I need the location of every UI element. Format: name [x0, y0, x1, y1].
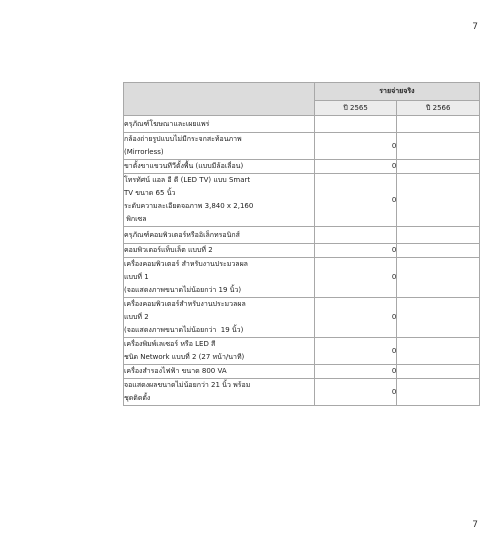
budget-table [123, 82, 480, 406]
item-description [124, 379, 315, 406]
item-description-line: เครื่องคอมพิวเตอร์ สำหรับงานประมวลผล [124, 260, 248, 268]
value-2565: 0 [314, 160, 397, 174]
item-description [124, 160, 315, 174]
header-year-2566: ปี 2566 [397, 101, 480, 116]
value-2565: 0 [314, 338, 397, 365]
value-2566 [397, 379, 480, 406]
value-2566 [397, 160, 480, 174]
header-year-2565: ปี 2565 [314, 101, 397, 116]
item-description-line: (จอแสดงภาพขนาดไม่น้อยกว่า 19 นิ้ว) [124, 286, 242, 294]
empty-cell [314, 227, 397, 244]
item-description-line: โทรทัศน์ แอล อี ดี (LED TV) แบบ Smart [124, 176, 251, 184]
value-2565: 0 [314, 133, 397, 160]
item-description-line: (จอแสดงภาพขนาดไม่น้อยกว่า 19 นิ้ว) [124, 326, 244, 334]
value-2566 [397, 258, 480, 298]
header-actual-spending: รายจ่ายจริง [314, 83, 479, 101]
item-description-line: ชุดติดตั้ง [124, 394, 151, 402]
item-description [124, 133, 315, 160]
empty-cell [314, 116, 397, 133]
table-row [124, 160, 480, 174]
table-category-row [124, 116, 480, 133]
value-2565: 0 [314, 379, 397, 406]
value-2566 [397, 174, 480, 227]
item-description [124, 258, 315, 298]
item-description [124, 298, 315, 338]
item-description-line: กล้องถ่ายรูปแบบไม่มีกระจกสะท้อนภาพ [124, 135, 242, 143]
item-description-line: ขาตั้งขาแขวนทีวีตั้งพื้น (แบบมีล้อเลื่อน) [124, 162, 244, 170]
table-row [124, 298, 480, 338]
item-description [124, 365, 315, 379]
value-2566 [397, 298, 480, 338]
item-description [124, 338, 315, 365]
table-row [124, 379, 480, 406]
value-2566 [397, 365, 480, 379]
item-description-line: แบบที่ 2 [124, 313, 149, 321]
item-description-line: TV ขนาด 65 นิ้ว [124, 189, 176, 197]
item-description [124, 174, 315, 227]
value-2565: 0 [314, 298, 397, 338]
table-category-row [124, 227, 480, 244]
item-description-line: (Mirrorless) [124, 148, 164, 156]
table-row [124, 133, 480, 160]
empty-cell [397, 116, 480, 133]
item-description-line: เครื่องคอมพิวเตอร์สำหรับงานประมวลผล [124, 300, 246, 308]
empty-cell [397, 227, 480, 244]
value-2566 [397, 244, 480, 258]
header-blank-cell [124, 83, 315, 116]
table-row [124, 338, 480, 365]
item-description-line: คอมพิวเตอร์แท็บเล็ต แบบที่ 2 [124, 246, 213, 254]
page-number-bottom: 7 [472, 520, 478, 530]
value-2566 [397, 338, 480, 365]
item-description-line: เครื่องสำรองไฟฟ้า ขนาด 800 VA [124, 367, 227, 375]
value-2565: 0 [314, 244, 397, 258]
value-2566 [397, 133, 480, 160]
value-2565: 0 [314, 365, 397, 379]
value-2565: 0 [314, 174, 397, 227]
table-row [124, 365, 480, 379]
table-row [124, 244, 480, 258]
value-2565: 0 [314, 258, 397, 298]
item-description-line: ระดับความละเอียดจอภาพ 3,840 x 2,160 [124, 202, 254, 210]
page-number-top: 7 [472, 22, 478, 32]
table-row [124, 258, 480, 298]
category-label: ครุภัณฑ์โฆษณาและเผยแพร่ [124, 116, 315, 133]
item-description-line: แบบที่ 1 [124, 273, 149, 281]
category-label: ครุภัณฑ์คอมพิวเตอร์หรืออิเล็กทรอนิกส์ [124, 227, 315, 244]
item-description-line: จอแสดงผลขนาดไม่น้อยกว่า 21 นิ้ว พร้อม [124, 381, 251, 389]
table-row [124, 174, 480, 227]
item-description-line: เครื่องพิมพ์เลเซอร์ หรือ LED สี [124, 340, 216, 348]
item-description [124, 244, 315, 258]
item-description-line: ชนิด Network แบบที่ 2 (27 หน้า/นาที) [124, 353, 245, 361]
table-body [124, 116, 480, 406]
item-description-line: พิกเซล [124, 215, 147, 223]
